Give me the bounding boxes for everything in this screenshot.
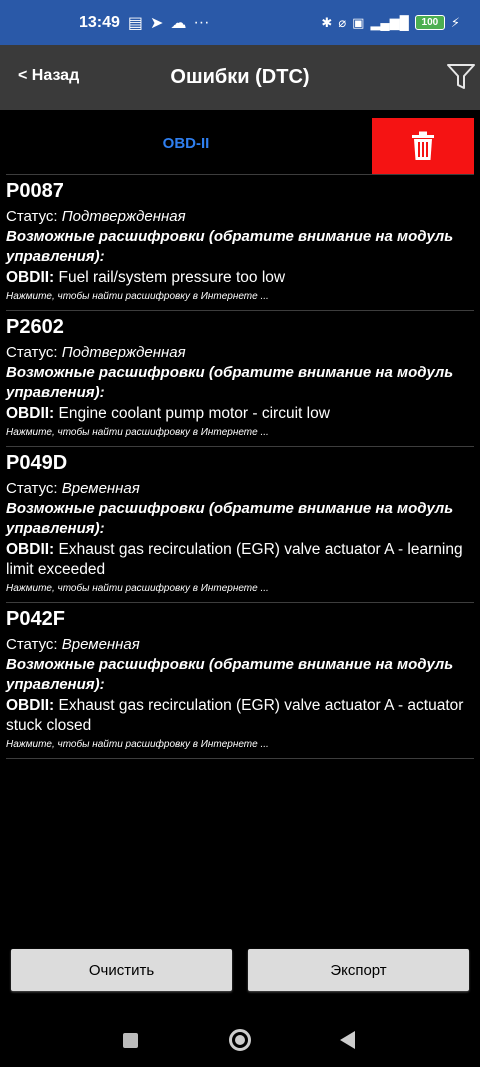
battery-icon: 100 <box>415 15 445 30</box>
dtc-item[interactable] <box>6 446 474 602</box>
filter-icon[interactable] <box>446 61 476 91</box>
back-triangle-icon[interactable] <box>340 1031 355 1049</box>
app-header <box>0 45 480 110</box>
delete-button[interactable] <box>372 118 474 174</box>
dtc-hint-title: Возможные расшифровки (обратите внимание на модуль управления): <box>6 656 454 693</box>
dtc-list <box>0 174 480 759</box>
dtc-hint-title: Возможные расшифровки (обратите внимание на модуль управления): <box>6 228 454 265</box>
dtc-status-value: Временная <box>61 480 140 497</box>
dtc-description: OBDII: Exhaust gas recirculation (EGR) valve actuator A - actuator stuck closed <box>6 697 464 734</box>
dtc-status-value: Подтвержденная <box>61 344 186 361</box>
dtc-description: OBDII: Engine coolant pump motor - circuit low <box>6 405 330 422</box>
dtc-search-link[interactable]: Нажмите, чтобы найти расшифровку в Интернете ... <box>6 739 269 750</box>
status-time: 13:49 <box>79 13 120 31</box>
recents-icon[interactable] <box>123 1033 138 1048</box>
page-title: Ошибки (DTC) <box>170 66 310 88</box>
dtc-search-link[interactable]: Нажмите, чтобы найти расшифровку в Интернете ... <box>6 291 269 302</box>
status-left-icons <box>128 13 210 33</box>
more-icon: ··· <box>193 13 210 31</box>
volte-icon: ▣ <box>352 14 365 30</box>
trash-icon <box>411 131 435 161</box>
bluetooth-icon: ✱ <box>321 14 333 30</box>
notes-icon: ▤ <box>127 14 144 32</box>
back-button[interactable]: < Назад <box>18 67 80 84</box>
home-icon[interactable] <box>229 1029 251 1051</box>
status-right-icons <box>321 15 460 31</box>
dtc-status: Статус: Временная <box>6 636 140 653</box>
dtc-search-link[interactable]: Нажмите, чтобы найти расшифровку в Интернете ... <box>6 583 269 594</box>
dtc-hint-title: Возможные расшифровки (обратите внимание на модуль управления): <box>6 500 454 537</box>
dtc-item[interactable] <box>6 310 474 446</box>
wifi-off-icon: ⌀ <box>338 14 347 30</box>
dtc-code: P0087 <box>6 180 64 202</box>
system-nav-bar <box>0 1012 480 1067</box>
dtc-description: OBDII: Fuel rail/system pressure too low <box>6 269 286 286</box>
dtc-status-value: Подтвержденная <box>61 208 186 225</box>
dtc-status: Статус: Подтвержденная <box>6 208 186 225</box>
telegram-icon: ➤ <box>150 14 164 32</box>
cloud-icon: ☁ <box>170 14 187 32</box>
4g-signal-icon: ▂▄▆█ <box>370 14 409 30</box>
dtc-hint-title: Возможные расшифровки (обратите внимание на модуль управления): <box>6 364 454 401</box>
status-bar <box>0 0 480 45</box>
dtc-search-link[interactable]: Нажмите, чтобы найти расшифровку в Интернете ... <box>6 427 269 438</box>
dtc-code: P049D <box>6 452 68 474</box>
dtc-item[interactable] <box>6 602 474 759</box>
dtc-status: Статус: Подтвержденная <box>6 344 186 361</box>
charging-icon: ⚡ <box>450 14 460 30</box>
dtc-status-value: Временная <box>61 636 140 653</box>
dtc-code: P2602 <box>6 316 64 338</box>
dtc-description: OBDII: Exhaust gas recirculation (EGR) valve actuator A - learning limit exceeded <box>6 541 463 578</box>
export-button[interactable]: Экспорт <box>248 949 469 991</box>
dtc-item[interactable] <box>6 174 474 310</box>
clear-button[interactable]: Очистить <box>11 949 232 991</box>
tab-row <box>0 112 480 174</box>
tab-obd2[interactable]: OBD-II <box>162 134 210 152</box>
dtc-status: Статус: Временная <box>6 480 140 497</box>
dtc-code: P042F <box>6 608 65 630</box>
